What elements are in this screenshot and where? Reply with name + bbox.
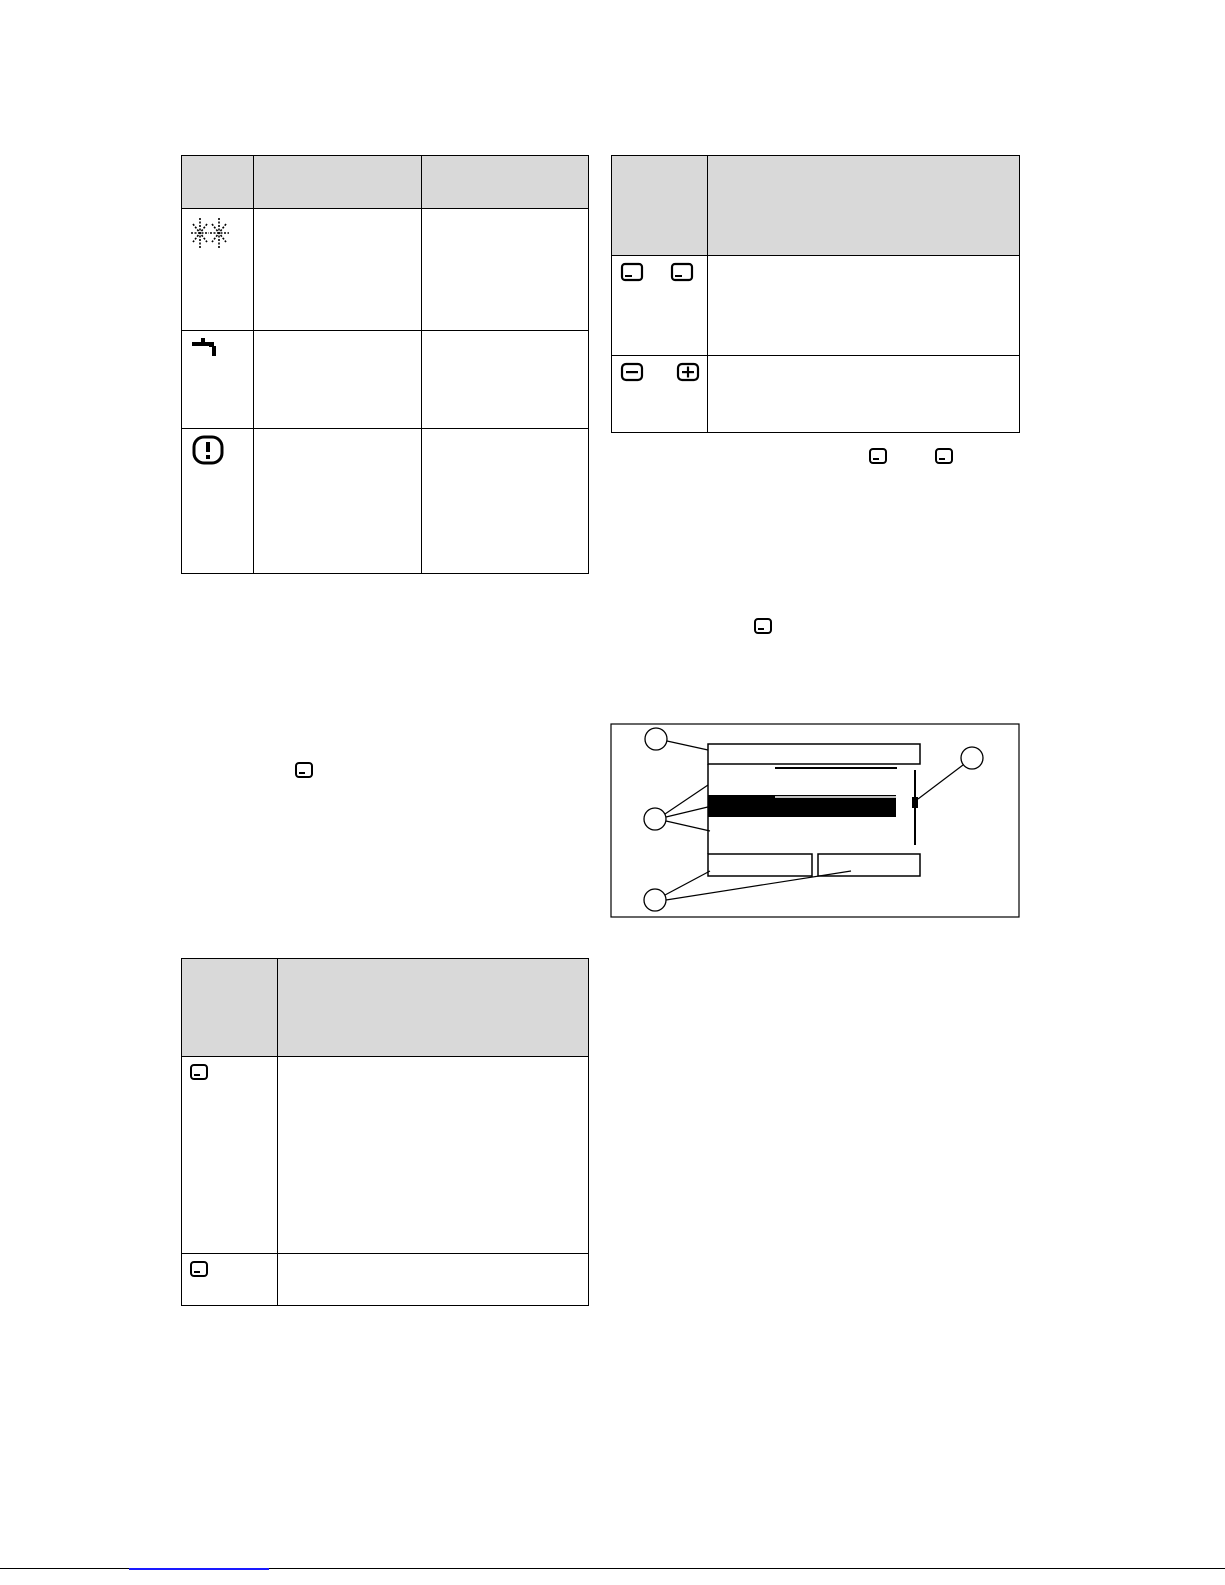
symbol-table-header-meaning [254, 156, 422, 209]
selection-buttons-pair-icon [620, 262, 694, 282]
symbol-table-row [182, 331, 254, 429]
callout-1 [645, 728, 667, 750]
display-diagram [610, 723, 1020, 918]
display-right-softkey [818, 854, 920, 876]
display-header-bar [708, 744, 920, 764]
left-selection-table-row [182, 1057, 278, 1254]
callout-3 [644, 889, 666, 911]
selection-buttons-table-row [612, 356, 708, 433]
display-left-softkey [708, 854, 812, 876]
fault-exclamation-icon [192, 435, 224, 465]
inline-right-selection-button-icon [934, 447, 954, 465]
selection-buttons-table-header-function [708, 156, 1020, 256]
left-selection-button-icon [189, 1063, 209, 1081]
selection-buttons-table-header-key [612, 156, 708, 256]
left-selection-table-header-key [182, 959, 278, 1057]
inline-selection-button-icon [753, 617, 773, 635]
hot-water-tap-icon [191, 338, 221, 358]
symbol-table [181, 155, 589, 574]
display-selected-row [708, 795, 896, 817]
selection-buttons-table-row [612, 256, 708, 356]
left-selection-button-table [181, 958, 589, 1306]
inline-left-button-icon [294, 761, 314, 779]
frost-protection-icon [190, 216, 230, 250]
footer-link[interactable] [129, 1568, 269, 1570]
minus-plus-buttons-icon [620, 362, 700, 382]
symbol-table-row [182, 209, 254, 331]
symbol-table-header-explanation [422, 156, 589, 209]
callout-4 [961, 747, 983, 769]
inline-left-selection-button-icon [868, 447, 888, 465]
symbol-table-row [182, 429, 254, 574]
left-selection-table-row [182, 1254, 278, 1306]
symbol-table-header-symbol [182, 156, 254, 209]
right-selection-button-icon [189, 1260, 209, 1278]
selection-buttons-table [611, 155, 1020, 433]
callout-2 [644, 808, 666, 830]
left-selection-table-header-function [278, 959, 589, 1057]
